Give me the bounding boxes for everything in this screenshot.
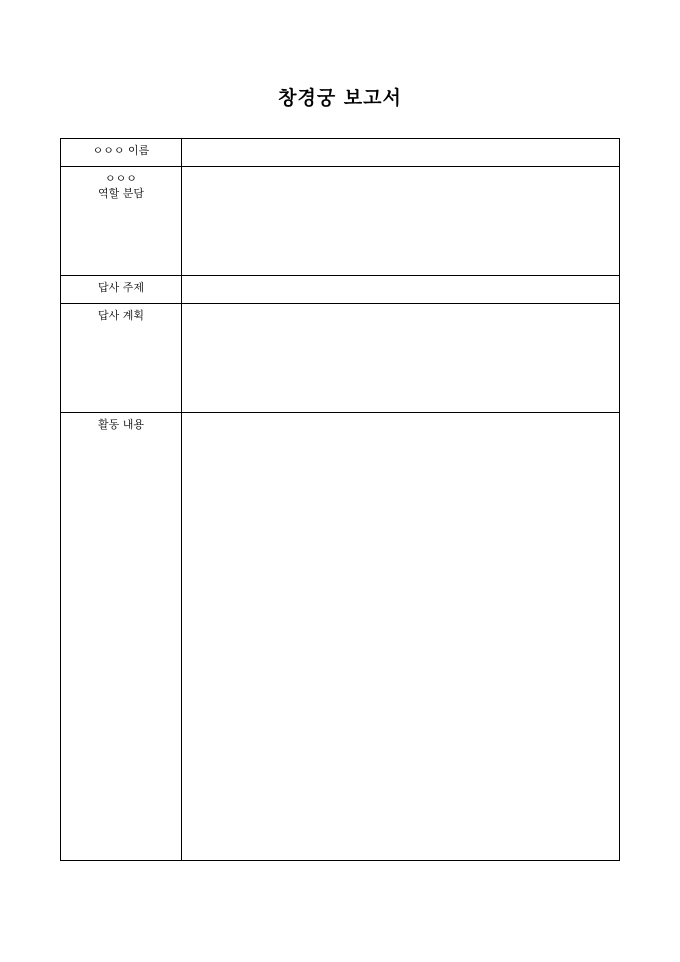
table-row-name [61, 139, 620, 167]
role-label-line1: ㅇㅇㅇ [105, 172, 137, 185]
role-field[interactable] [182, 167, 620, 276]
page-title: 창경궁 보고서 [278, 87, 402, 109]
table-row-activity [61, 413, 620, 861]
role-label [61, 167, 182, 276]
role-label-line2: 역할 분담 [97, 187, 144, 200]
topic-label-text: 답사 주제 [97, 281, 144, 294]
report-form-table [60, 138, 620, 861]
table-row-topic [61, 276, 620, 304]
table-row-plan [61, 304, 620, 413]
topic-field[interactable] [182, 276, 620, 304]
topic-label [61, 276, 182, 304]
plan-label [61, 304, 182, 413]
activity-label-text: 활동 내용 [97, 418, 144, 431]
plan-label-text: 답사 계획 [97, 309, 144, 322]
activity-label [61, 413, 182, 861]
name-label [61, 139, 182, 167]
plan-field[interactable] [182, 304, 620, 413]
table-row-role [61, 167, 620, 276]
name-field[interactable] [182, 139, 620, 167]
name-label-text: ㅇㅇㅇ 이름 [92, 144, 150, 157]
activity-field[interactable] [182, 413, 620, 861]
